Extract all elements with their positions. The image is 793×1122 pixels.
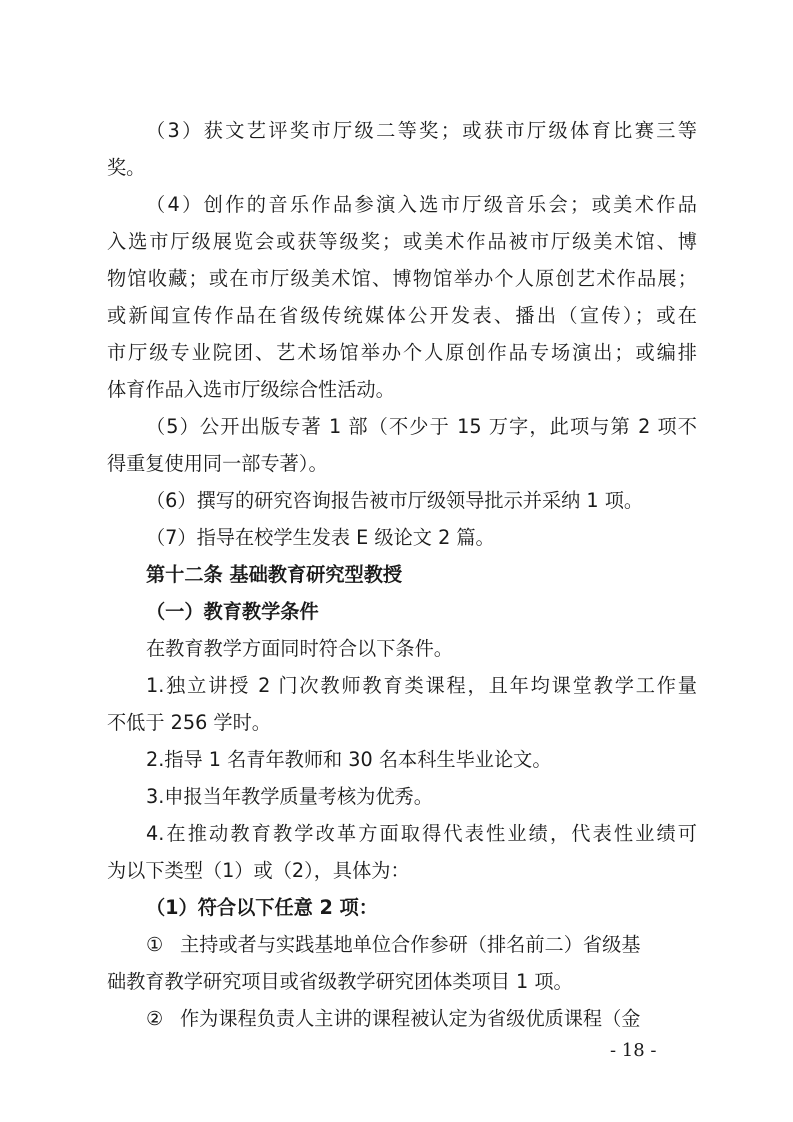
- paragraph-line: （3）获文艺评奖市厅级二等奖；或获市厅级体育比赛三等: [146, 119, 697, 142]
- paragraph-line: （7）指导在校学生发表 E 级论文 2 篇。: [146, 526, 495, 549]
- numbered-item-1: [146, 926, 641, 963]
- paragraph-line: 础教育教学研究项目或省级教学研究团体类项目 1 项。: [107, 970, 573, 993]
- paragraph-line: 入选市厅级展览会或获等级奖；或美术作品被市厅级美术馆、博: [107, 230, 697, 253]
- paragraph-line: （6）撰写的研究咨询报告被市厅级领导批示并采纳 1 项。: [146, 489, 644, 512]
- paragraph-line: 主持或者与实践基地单位合作参研（排名前二）省级基: [180, 933, 641, 956]
- paragraph-line: 得重复使用同一部专著）。: [107, 452, 328, 475]
- section-heading: 第十二条 基础教育研究型教授: [146, 563, 403, 586]
- paragraph-line: 市厅级专业院团、艺术场馆举办个人原创作品专场演出；或编排: [107, 341, 697, 364]
- paragraph-line: 作为课程负责人主讲的课程被认定为省级优质课程（金: [180, 1007, 641, 1030]
- numbered-item-2: [146, 1000, 641, 1037]
- subsection-heading: （1）符合以下任意 2 项：: [146, 896, 378, 919]
- paragraph-line: 3.申报当年教学质量考核为优秀。: [146, 785, 433, 808]
- paragraph-line: （5）公开出版专著 1 部（不少于 15 万字，此项与第 2 项不: [146, 415, 697, 438]
- paragraph-line: 物馆收藏；或在市厅级美术馆、博物馆举办个人原创艺术作品展；: [107, 267, 697, 290]
- paragraph-line: 1.独立讲授 2 门次教师教育类课程，且年均课堂教学工作量: [146, 674, 697, 697]
- paragraph-line: 2.指导 1 名青年教师和 30 名本科生毕业论文。: [146, 748, 552, 771]
- page-number: - 18 -: [610, 1040, 657, 1061]
- paragraph-line: 4.在推动教育教学改革方面取得代表性业绩，代表性业绩可: [146, 822, 697, 845]
- paragraph-line: （4）创作的音乐作品参演入选市厅级音乐会；或美术作品: [146, 193, 697, 216]
- paragraph-line: 为以下类型（1）或（2），具体为：: [107, 859, 410, 882]
- subsection-heading: （一）教育教学条件: [146, 600, 319, 623]
- circled-number-marker: ①: [146, 933, 164, 956]
- paragraph-line: 在教育教学方面同时符合以下条件。: [146, 637, 453, 660]
- paragraph-line: 体育作品入选市厅级综合性活动。: [107, 378, 395, 401]
- circled-number-marker: ②: [146, 1007, 164, 1030]
- paragraph-line: 奖。: [107, 156, 146, 179]
- paragraph-line: 或新闻宣传作品在省级传统媒体公开发表、播出（宣传）；或在: [107, 304, 697, 327]
- paragraph-line: 不低于 256 学时。: [107, 711, 271, 734]
